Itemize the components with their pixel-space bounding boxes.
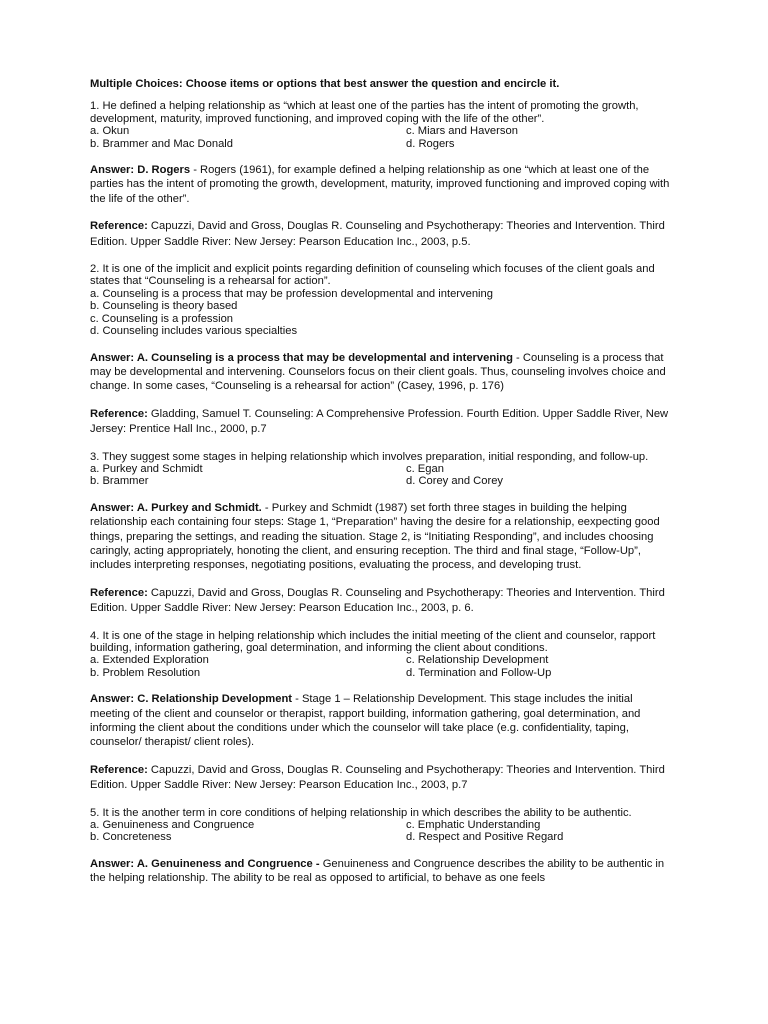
- reference-label: Reference:: [90, 586, 148, 599]
- reference-4: [90, 763, 674, 794]
- option-b: b. Brammer and Mac Donald: [90, 137, 234, 150]
- answer-label: Answer: A. Genuineness and Congruence -: [90, 857, 320, 870]
- answer-explanation: - Purkey and Schmidt (1987) set forth three stages in building the helping relationship each containing four steps: Stage 1, “Preparation” having the desire for a relationship, eexpecting good things, preparing the settings, and reading the situation. Stage 2, is “Initiating Responding”, and includes choosing caringly, acting appropriately, honoting the client, and ensuring reception. The third and final stage, “Follow-Up”, includes interpreting responses, negotiating positions, evaluating the process, and developing trust.: [90, 501, 660, 572]
- option-d: d. Respect and Positive Regard: [406, 831, 564, 844]
- option-a: a. Purkey and Schmidt: [90, 462, 203, 475]
- answer-5: [90, 857, 674, 886]
- answer-explanation: - Counseling is a process that may be developmental and intervening. Counselors focus on their client goals. Thus, counseling involves choice and change. In some cases, “Counseling is a rehearsal for action” (Casey, 1996, p. 176): [90, 351, 666, 393]
- question-stem: 5. It is the another term in core conditions of helping relationship in which describes the ability to be authentic.: [90, 806, 632, 819]
- option-b: b. Counseling is theory based: [90, 300, 238, 313]
- answer-options: [90, 654, 674, 679]
- answer-3: [90, 501, 674, 573]
- option-d: d. Counseling includes various specialties: [90, 325, 298, 338]
- option-c: c. Counseling is a profession: [90, 312, 234, 325]
- question-stem: 4. It is one of the stage in helping relationship which includes the initial meeting of the client and counselor, rapport building, information gathering, goal determination, and informing the client about conditions.: [90, 629, 656, 654]
- answer-label: Answer: A. Counseling is a process that may be developmental and intervening: [90, 351, 513, 364]
- reference-text: Capuzzi, David and Gross, Douglas R. Counseling and Psychotherapy: Theories and Intervention. Third Edition. Upper Saddle River: New Jersey: Pearson Education Inc., 2003, p.5.: [90, 220, 665, 248]
- option-c: c. Emphatic Understanding: [406, 819, 541, 832]
- answer-2: [90, 351, 674, 394]
- reference-text: Capuzzi, David and Gross, Douglas R. Counseling and Psychotherapy: Theories and Intervention. Third Edition. Upper Saddle River: New Jersey: Pearson Education Inc., 2003, p.7: [90, 763, 665, 792]
- answer-1: [90, 163, 674, 206]
- answer-4: [90, 692, 674, 750]
- answer-label: Answer: D. Rogers: [90, 164, 191, 177]
- answer-options: [90, 125, 674, 150]
- reference-2: [90, 407, 674, 438]
- option-b: b. Problem Resolution: [90, 666, 201, 679]
- question-stem: 2. It is one of the implicit and explicit points regarding definition of counseling which focuses of the client goals and states that “Counseling is a rehearsal for action”.: [90, 263, 655, 288]
- question-5: [90, 807, 674, 844]
- option-d: d. Rogers: [406, 137, 455, 150]
- question-stem: 1. He defined a helping relationship as “which at least one of the parties has the intent of promoting the growth, development, maturity, improved functioning, and improved coping with the life of the other”.: [90, 100, 639, 125]
- answer-options: [90, 463, 674, 488]
- reference-text: Capuzzi, David and Gross, Douglas R. Counseling and Psychotherapy: Theories and Intervention. Third Edition. Upper Saddle River: New Jersey: Pearson Education Inc., 2003, p. 6.: [90, 586, 665, 615]
- option-a: a. Extended Exploration: [90, 654, 209, 667]
- answer-label: Answer: C. Relationship Development: [90, 693, 293, 706]
- question-4: [90, 630, 674, 680]
- answer-options: [90, 288, 674, 338]
- question-1: [90, 100, 674, 150]
- option-c: c. Egan: [406, 462, 444, 475]
- answer-explanation: - Stage 1 – Relationship Development. This stage includes the initial meeting of the client and counselor or therapist, rapport building, information gathering, goal determination, and informing the client about the conditions under which the counselor will take place (e.g. confidentiality, taping, counselor/ therapist/ client roles).: [90, 693, 641, 749]
- question-3: [90, 451, 674, 488]
- answer-explanation: - Rogers (1961), for example defined a helping relationship as one “which at least one of the parties has the intent of promoting the growth, development, maturity, improved functioning and improved coping with the life of the other”.: [90, 164, 670, 205]
- question-2: [90, 263, 674, 337]
- option-d: d. Corey and Corey: [406, 475, 504, 488]
- answer-explanation: Genuineness and Congruence describes the ability to be authentic in the helping relationship. The ability to be real as opposed to artificial, to behave as one feels: [90, 857, 665, 885]
- reference-text: Gladding, Samuel T. Counseling: A Comprehensive Profession. Fourth Edition. Upper Saddle River, New Jersey: Prentice Hall Inc., 2000, p.7: [90, 407, 669, 436]
- option-c: c. Relationship Development: [406, 654, 549, 667]
- answer-options: [90, 819, 674, 844]
- reference-label: Reference:: [90, 763, 148, 776]
- answer-label: Answer: A. Purkey and Schmidt.: [90, 501, 262, 514]
- reference-1: [90, 219, 674, 250]
- option-a: a. Okun: [90, 125, 130, 138]
- reference-label: Reference:: [90, 220, 148, 233]
- option-a: a. Genuineness and Congruence: [90, 819, 255, 832]
- option-b: b. Brammer: [90, 475, 149, 488]
- reference-label: Reference:: [90, 407, 148, 420]
- document-content: [90, 78, 674, 899]
- option-c: c. Miars and Haverson: [406, 125, 518, 138]
- question-stem: 3. They suggest some stages in helping relationship which involves preparation, initial responding, and follow-up.: [90, 450, 649, 463]
- option-b: b. Concreteness: [90, 831, 172, 844]
- instructions-heading: Multiple Choices: Choose items or options that best answer the question and encircle it.: [90, 78, 560, 90]
- reference-3: [90, 586, 674, 617]
- option-a: a. Counseling is a process that may be profession developmental and intervening: [90, 287, 493, 300]
- option-d: d. Termination and Follow-Up: [406, 666, 552, 679]
